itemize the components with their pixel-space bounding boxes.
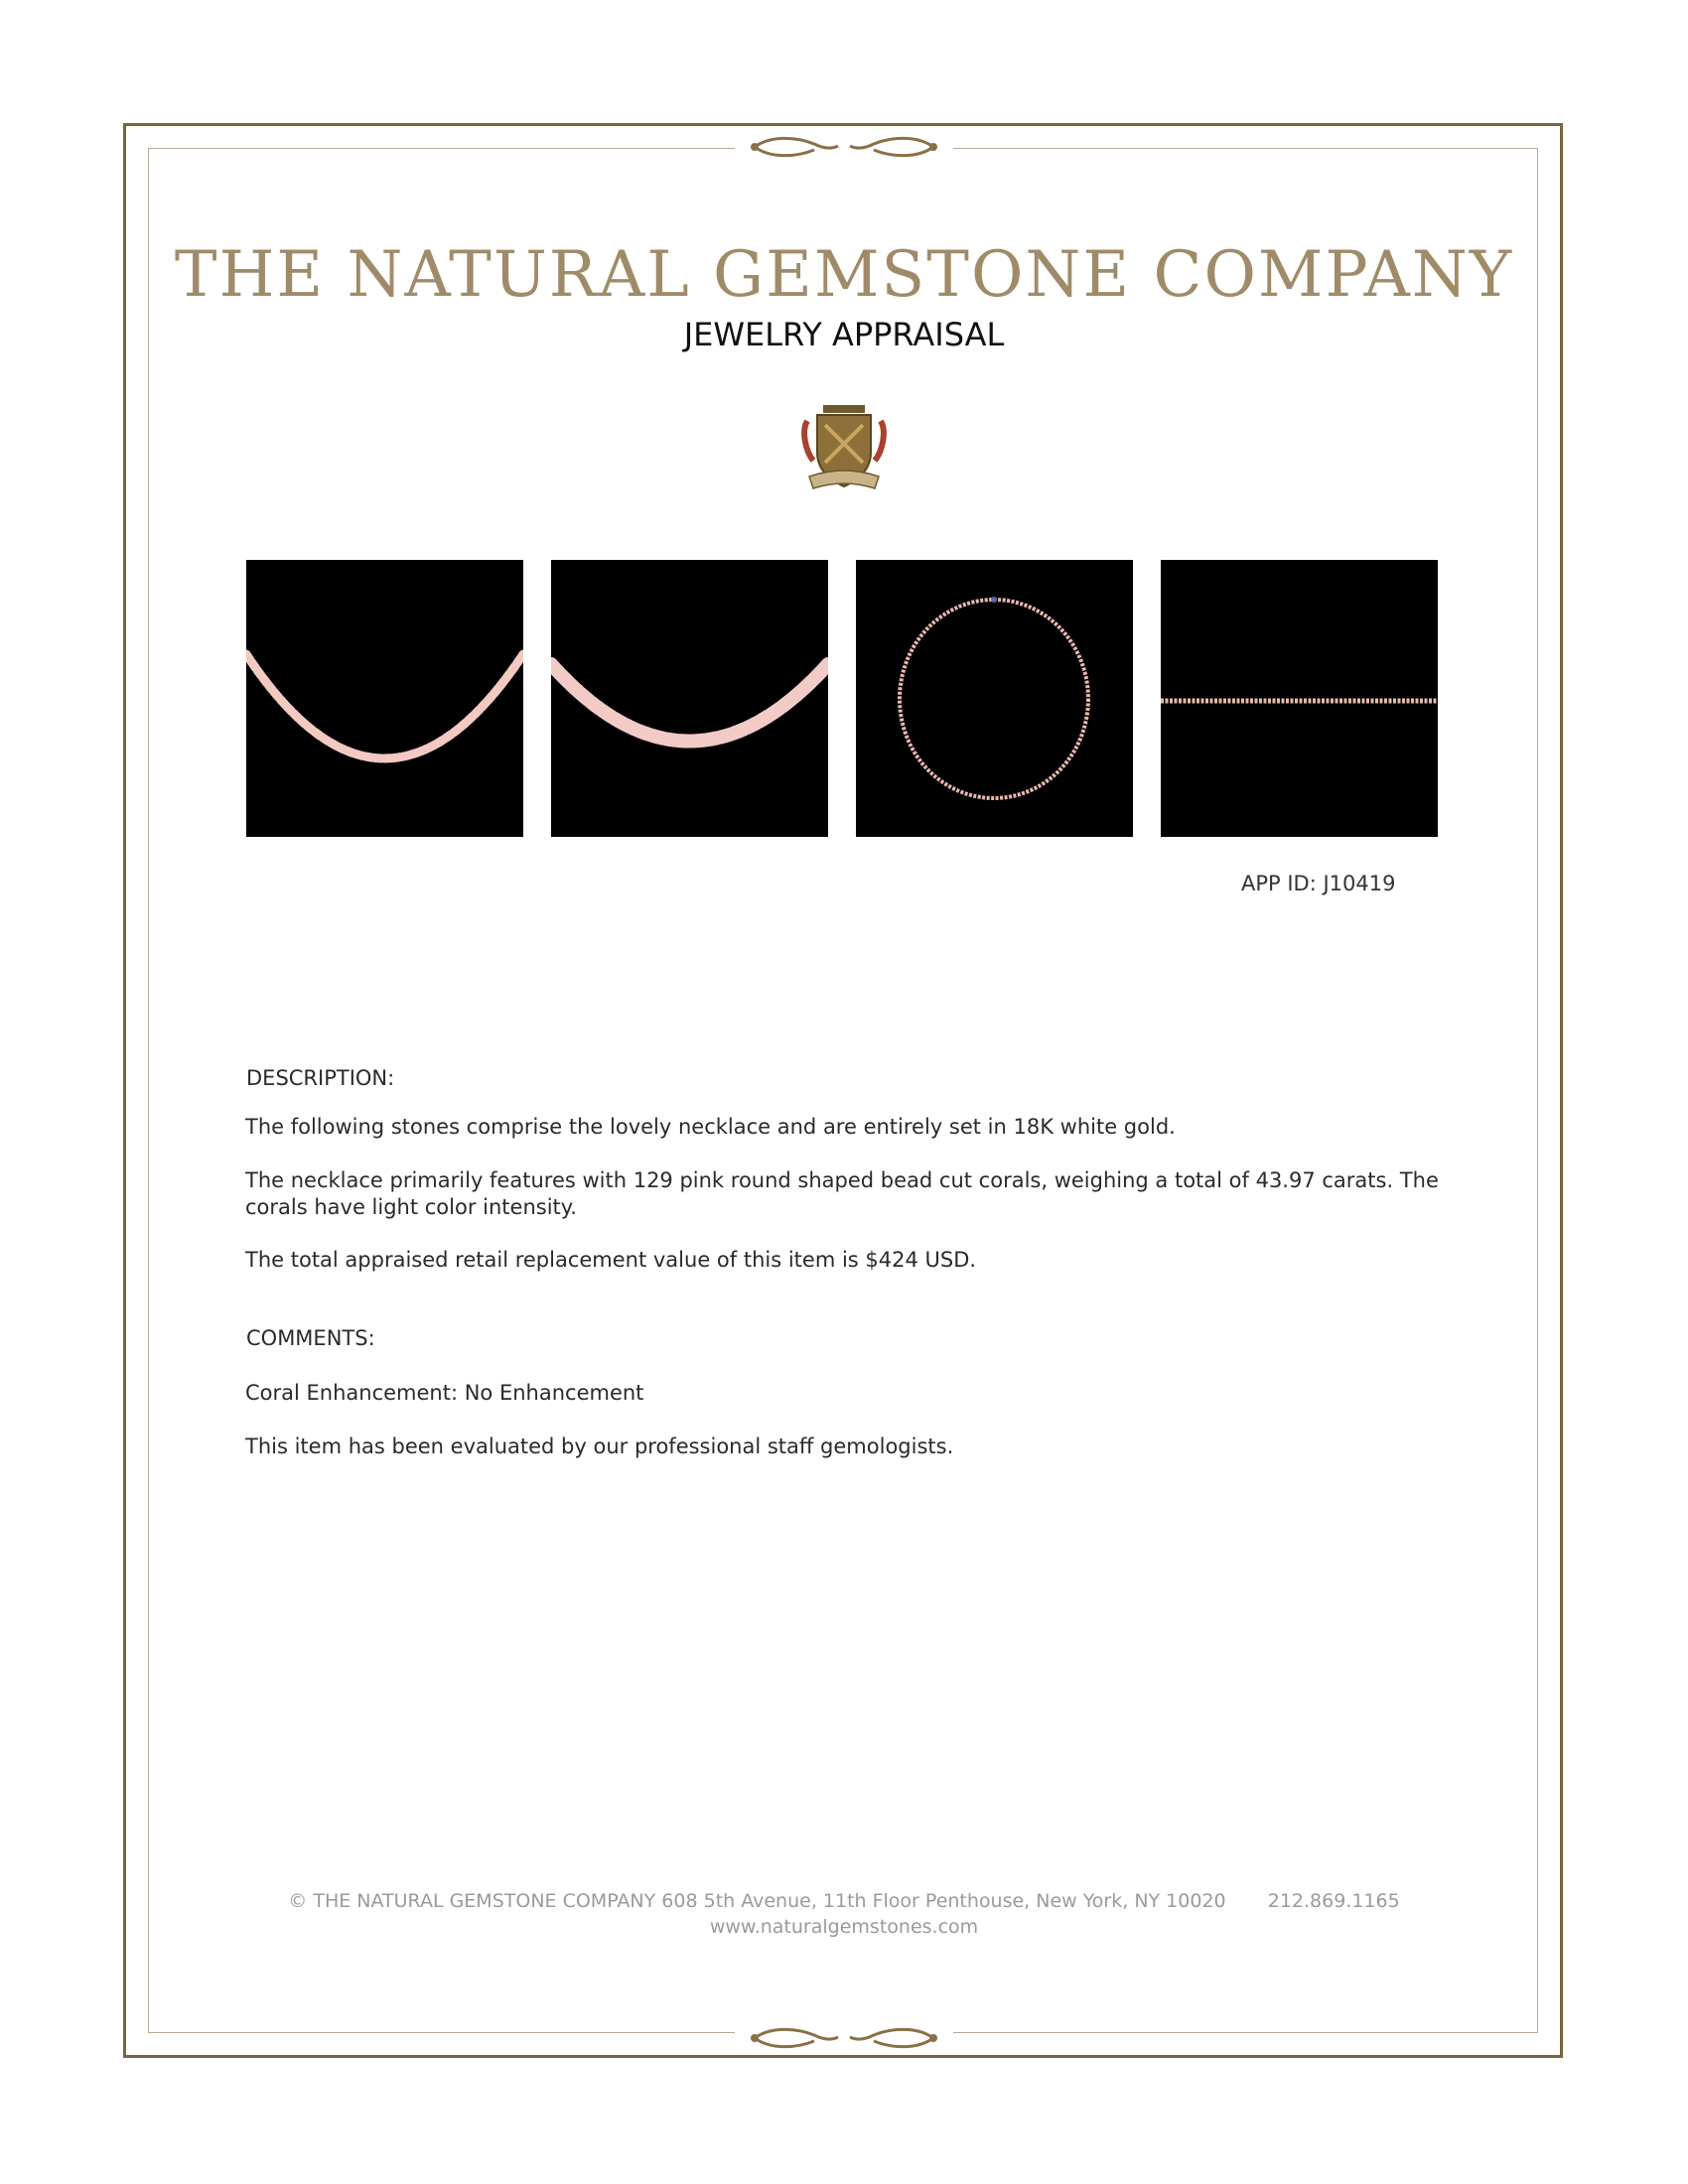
top-scroll-ornament-icon — [735, 132, 953, 162]
company-name: THE NATURAL GEMSTONE COMPANY — [174, 238, 1514, 312]
description-heading: DESCRIPTION: — [246, 1066, 395, 1090]
description-paragraph: The necklace primarily features with 129 pink round shaped bead cut corals, weighing a total of 43.97 carats. The corals have light color intensity. — [245, 1168, 1439, 1219]
necklace-photo-straight — [1161, 560, 1438, 837]
heraldic-crest-logo-icon — [799, 401, 889, 496]
bottom-scroll-ornament-icon — [735, 2023, 953, 2053]
comments-paragraph: Coral Enhancement: No Enhancement — [245, 1381, 644, 1405]
comments-paragraph: This item has been evaluated by our professional staff gemologists. — [245, 1434, 954, 1458]
necklace-photo-closeup-center — [551, 560, 828, 837]
description-paragraph: The total appraised retail replacement value of this item is $424 USD. — [245, 1248, 977, 1272]
description-paragraph: The following stones comprise the lovely necklace and are entirely set in 18K white gold. — [245, 1115, 1176, 1139]
footer-copyright: © THE NATURAL GEMSTONE COMPANY — [288, 1890, 656, 1912]
comments-heading: COMMENTS: — [246, 1326, 375, 1350]
footer-website[interactable]: www.naturalgemstones.com — [709, 1916, 979, 1938]
necklace-photo-closeup-left — [246, 560, 523, 837]
appraisal-id: APP ID: J10419 — [1241, 872, 1396, 895]
footer-phone: 212.869.1165 — [1267, 1890, 1400, 1912]
document-title: JEWELRY APPRAISAL — [683, 316, 1005, 353]
footer-address: 608 5th Avenue, 11th Floor Penthouse, New York, NY 10020 — [661, 1890, 1226, 1912]
footer-contact-line — [0, 1890, 1688, 1912]
necklace-photo-full-loop — [856, 560, 1133, 837]
